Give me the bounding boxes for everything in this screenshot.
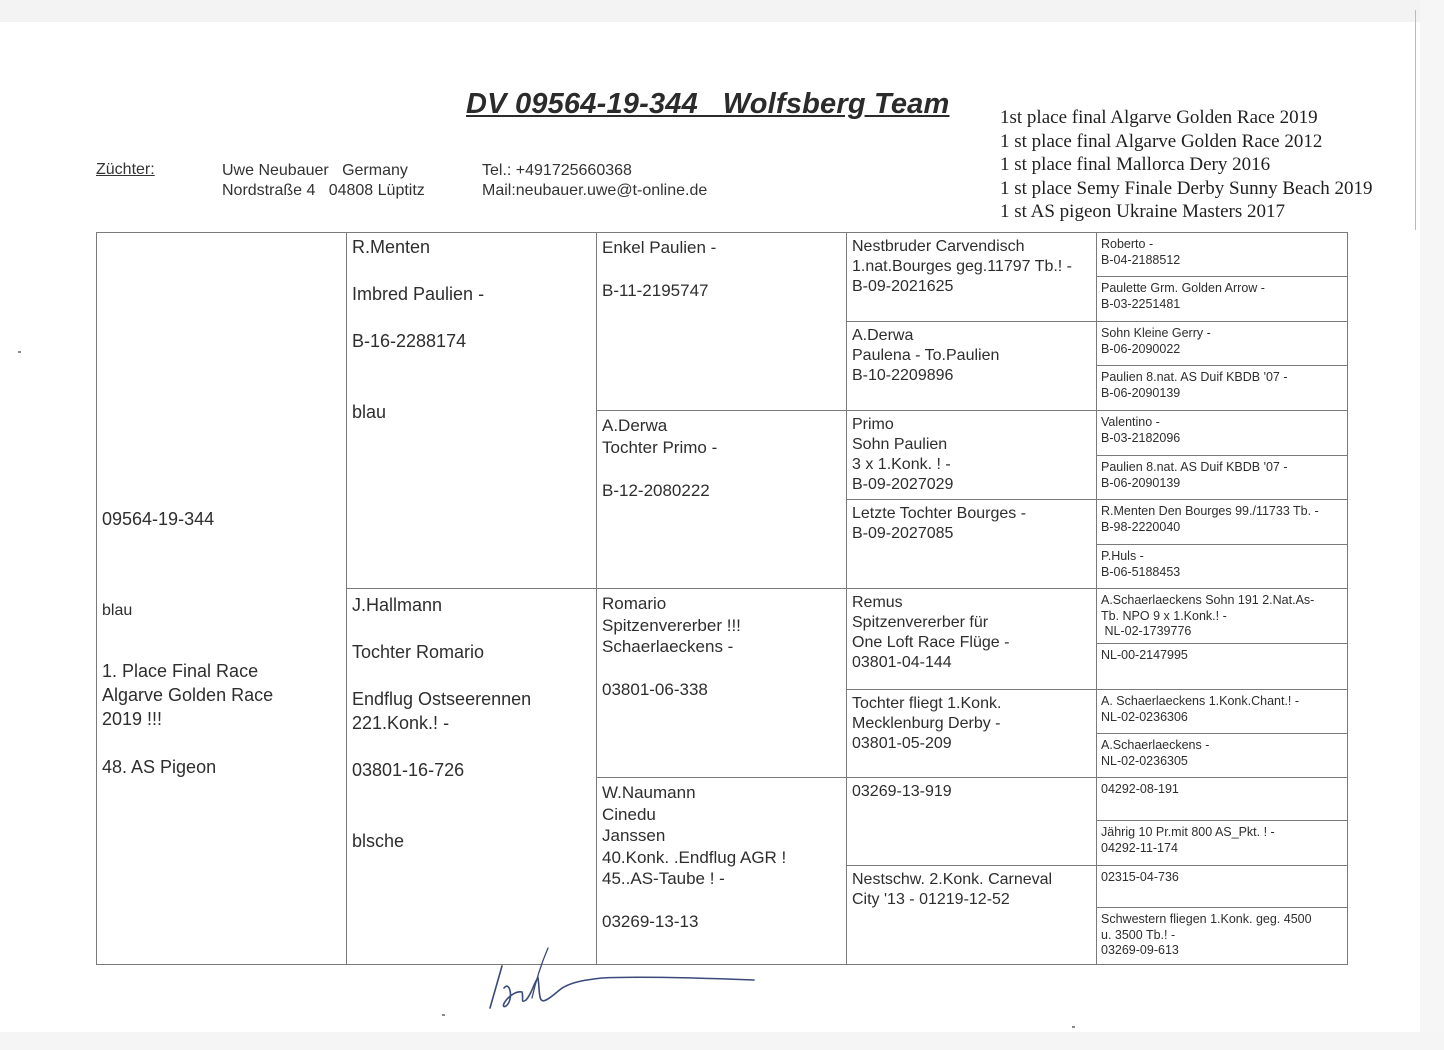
cell-text-line: 221.Konk.! - — [352, 713, 450, 733]
cell-text-line: B-09-2027085 — [852, 525, 954, 542]
cell-text-line: B-03-2251481 — [1101, 296, 1181, 311]
gg-grandparent-cell — [1096, 455, 1348, 499]
cell-text-line: 03801-05-209 — [852, 735, 952, 752]
cell-text-line: B-06-2090139 — [1101, 385, 1181, 400]
cell-text-line: Algarve Golden Race — [102, 685, 274, 705]
signature — [462, 940, 762, 1020]
cell-text-line: B-09-2021625 — [852, 278, 954, 295]
subject-color: blau — [102, 602, 133, 619]
scan-speck — [18, 351, 21, 353]
cell-text-line: Paulien 8.nat. AS Duif KBDB '07 - — [1101, 370, 1288, 384]
cell-text-line: R.Menten — [352, 237, 431, 257]
cell-text-line: 04292-11-174 — [1101, 840, 1178, 855]
cell-text-line: Remus — [852, 594, 903, 611]
great-grandparent-cell — [846, 588, 1096, 689]
scan-edge-bottom — [0, 1032, 1444, 1050]
cell-text-line: 03269-13-919 — [852, 783, 952, 800]
cell-text-line: blsche — [352, 831, 405, 851]
cell-text-line: Paulien 8.nat. AS Duif KBDB '07 - — [1101, 460, 1288, 474]
cell-text-line: Imbred Paulien - — [352, 284, 485, 305]
grandparent-cell — [596, 777, 846, 965]
cell-text-line: NL-00-2147995 — [1101, 648, 1188, 662]
cell-text-line: A.Schaerlaeckens Sohn 191 2.Nat.As- — [1101, 593, 1315, 607]
cell-text-line: Paulena - To.Paulien — [852, 347, 1000, 364]
cell-text-line: R.Menten Den Bourges 99./11733 Tb. - — [1101, 504, 1319, 518]
subject-ring: 09564-19-344 — [102, 509, 215, 529]
cell-text-line: Letzte Tochter Bourges - — [852, 505, 1027, 522]
dam-cell — [346, 588, 596, 965]
cell-text-line: A. Schaerlaeckens 1.Konk.Chant.! - — [1101, 694, 1300, 708]
cell-text-line: Roberto - — [1101, 237, 1154, 251]
cell-text-line: B-11-2195747 — [602, 281, 709, 300]
cell-text-line: Spitzenvererber für — [852, 614, 989, 631]
gg-grandparent-cell — [1096, 907, 1348, 965]
cell-text-line: 03269-09-613 — [1101, 943, 1179, 957]
cell-text-line: Romario — [602, 594, 667, 613]
achievement-item: 1 st place final Algarve Golden Race 2012 — [1000, 130, 1323, 152]
cell-text-line: Tochter Romario — [352, 642, 485, 663]
gg-grandparent-cell — [1096, 643, 1348, 689]
cell-text-line: Sohn Kleine Gerry - — [1101, 326, 1211, 340]
cell-text-line: B-04-2188512 — [1101, 252, 1181, 267]
cell-text-line: Nestbruder Carvendisch — [852, 238, 1025, 255]
gg-grandparent-cell — [1096, 820, 1348, 865]
cell-text-line: 03269-13-13 — [602, 912, 699, 931]
cell-text-line: P.Huls - — [1101, 549, 1144, 563]
cell-text-line: Endflug Ostseerennen — [352, 689, 532, 710]
cell-text-line: Nestschw. 2.Konk. Carneval — [852, 871, 1053, 888]
scan-edge-right — [1420, 0, 1444, 1050]
breeder-mail: Mail:neubauer.uwe@t-online.de — [482, 182, 708, 199]
cell-text-line: Paulette Grm. Golden Arrow - — [1101, 281, 1265, 295]
cell-text-line: Jährig 10 Pr.mit 800 AS_Pkt. ! - — [1101, 825, 1275, 839]
cell-text-line: 1.nat.Bourges geg.11797 Tb.! - — [852, 258, 1073, 275]
gg-grandparent-cell — [1096, 544, 1348, 588]
achievement-item: 1st place final Algarve Golden Race 2019 — [1000, 107, 1318, 128]
scan-speck — [1072, 1026, 1075, 1028]
cell-text-line: B-98-2220040 — [1101, 519, 1181, 534]
cell-text-line: Tochter Primo - — [602, 437, 718, 457]
great-grandparent-cell — [846, 232, 1096, 321]
scan-edge-line — [1415, 10, 1416, 230]
cell-text-line: Cinedu — [602, 804, 656, 824]
cell-text-line: B-06-2090022 — [1101, 341, 1181, 356]
cell-text-line: 2019 !!! — [102, 709, 163, 729]
cell-text-line: Spitzenvererber !!! — [602, 615, 741, 635]
cell-text-line: B-06-2090139 — [1101, 475, 1181, 490]
cell-text-line: 3 x 1.Konk. ! - — [852, 456, 951, 473]
cell-text-line: B-06-5188453 — [1101, 564, 1181, 579]
cell-text-line: B-09-2027029 — [852, 476, 954, 493]
gg-grandparent-cell — [1096, 276, 1348, 321]
gg-grandparent-cell — [1096, 365, 1348, 410]
cell-text-line: Valentino - — [1101, 415, 1160, 429]
cell-text-line: 45..AS-Taube ! - — [602, 869, 725, 888]
achievements-list — [1000, 106, 1373, 224]
cell-text-line: 03801-06-338 — [602, 680, 708, 699]
achievement-item: 1 st AS pigeon Ukraine Masters 2017 — [1000, 201, 1285, 223]
scan-edge-top — [0, 0, 1444, 22]
great-grandparent-cell — [846, 321, 1096, 410]
gg-grandparent-cell — [1096, 865, 1348, 907]
cell-text-line: Schwestern fliegen 1.Konk. geg. 4500 — [1101, 912, 1312, 926]
breeder-phone: Tel.: +491725660368 — [482, 162, 632, 179]
achievement-item: 1 st place Semy Finale Derby Sunny Beach 2019 — [1000, 177, 1373, 199]
cell-text-line: 48. AS Pigeon — [102, 757, 217, 777]
cell-text-line: Enkel Paulien - — [602, 238, 717, 257]
breeder-label: Züchter: — [96, 161, 155, 178]
achievement-item: 1 st place final Mallorca Dery 2016 — [1000, 154, 1271, 176]
gg-grandparent-cell — [1096, 733, 1348, 777]
grandparent-cell — [596, 410, 846, 588]
gg-grandparent-cell — [1096, 499, 1348, 544]
cell-text-line: Sohn Paulien — [852, 436, 948, 453]
cell-text-line: 04292-08-191 — [1101, 782, 1179, 796]
cell-text-line: B-03-2182096 — [1101, 430, 1181, 445]
cell-text-line: Mecklenburg Derby - — [852, 715, 1001, 732]
cell-text-line: NL-02-1739776 — [1101, 624, 1192, 638]
great-grandparent-cell — [846, 410, 1096, 499]
gg-grandparent-cell — [1096, 588, 1348, 643]
great-grandparent-cell — [846, 777, 1096, 865]
cell-text-line: Primo — [852, 416, 894, 433]
cell-text-line: 1. Place Final Race — [102, 661, 259, 681]
gg-grandparent-cell — [1096, 410, 1348, 455]
grandparent-cell — [596, 588, 846, 777]
cell-text-line: u. 3500 Tb.! - — [1101, 927, 1176, 942]
cell-text-line: 40.Konk. .Endflug AGR ! — [602, 847, 787, 867]
gg-grandparent-cell — [1096, 777, 1348, 820]
cell-text-line: 02315-04-736 — [1101, 870, 1179, 884]
cell-text-line: 03801-04-144 — [852, 654, 952, 671]
cell-text-line: J.Hallmann — [352, 595, 443, 615]
breeder-name: Uwe Neubauer Germany — [222, 162, 408, 179]
scan-speck — [442, 1014, 445, 1016]
cell-text-line: A.Schaerlaeckens - — [1101, 738, 1210, 752]
cell-text-line: Janssen — [602, 826, 666, 845]
cell-text-line: Tochter fliegt 1.Konk. — [852, 695, 1002, 712]
cell-text-line: City '13 - 01219-12-52 — [852, 891, 1010, 908]
cell-text-line: W.Naumann — [602, 783, 696, 802]
cell-text-line: blau — [352, 402, 387, 423]
cell-text-line: B-12-2080222 — [602, 480, 710, 500]
great-grandparent-cell — [846, 865, 1096, 965]
cell-text-line: NL-02-0236305 — [1101, 753, 1188, 768]
cell-text-line: B-16-2288174 — [352, 331, 467, 352]
gg-grandparent-cell — [1096, 689, 1348, 733]
pedigree-title: DV 09564-19-344 Wolfsberg Team — [466, 88, 950, 120]
cell-text-line: B-10-2209896 — [852, 367, 954, 384]
great-grandparent-cell — [846, 689, 1096, 777]
subject-cell — [96, 232, 346, 965]
cell-text-line: Tb. NPO 9 x 1.Konk.! - — [1101, 608, 1227, 623]
breeder-address: Nordstraße 4 04808 Lüptitz — [222, 182, 425, 199]
cell-text-line: NL-02-0236306 — [1101, 709, 1188, 724]
cell-text-line: A.Derwa — [852, 327, 914, 344]
cell-text-line: Schaerlaeckens - — [602, 637, 734, 656]
cell-text-line: 03801-16-726 — [352, 760, 465, 781]
gg-grandparent-cell — [1096, 232, 1348, 276]
cell-text-line: One Loft Race Flüge - — [852, 634, 1010, 651]
grandparent-cell — [596, 232, 846, 410]
gg-grandparent-cell — [1096, 321, 1348, 365]
great-grandparent-cell — [846, 499, 1096, 588]
cell-text-line: A.Derwa — [602, 416, 668, 435]
sire-cell — [346, 232, 596, 588]
